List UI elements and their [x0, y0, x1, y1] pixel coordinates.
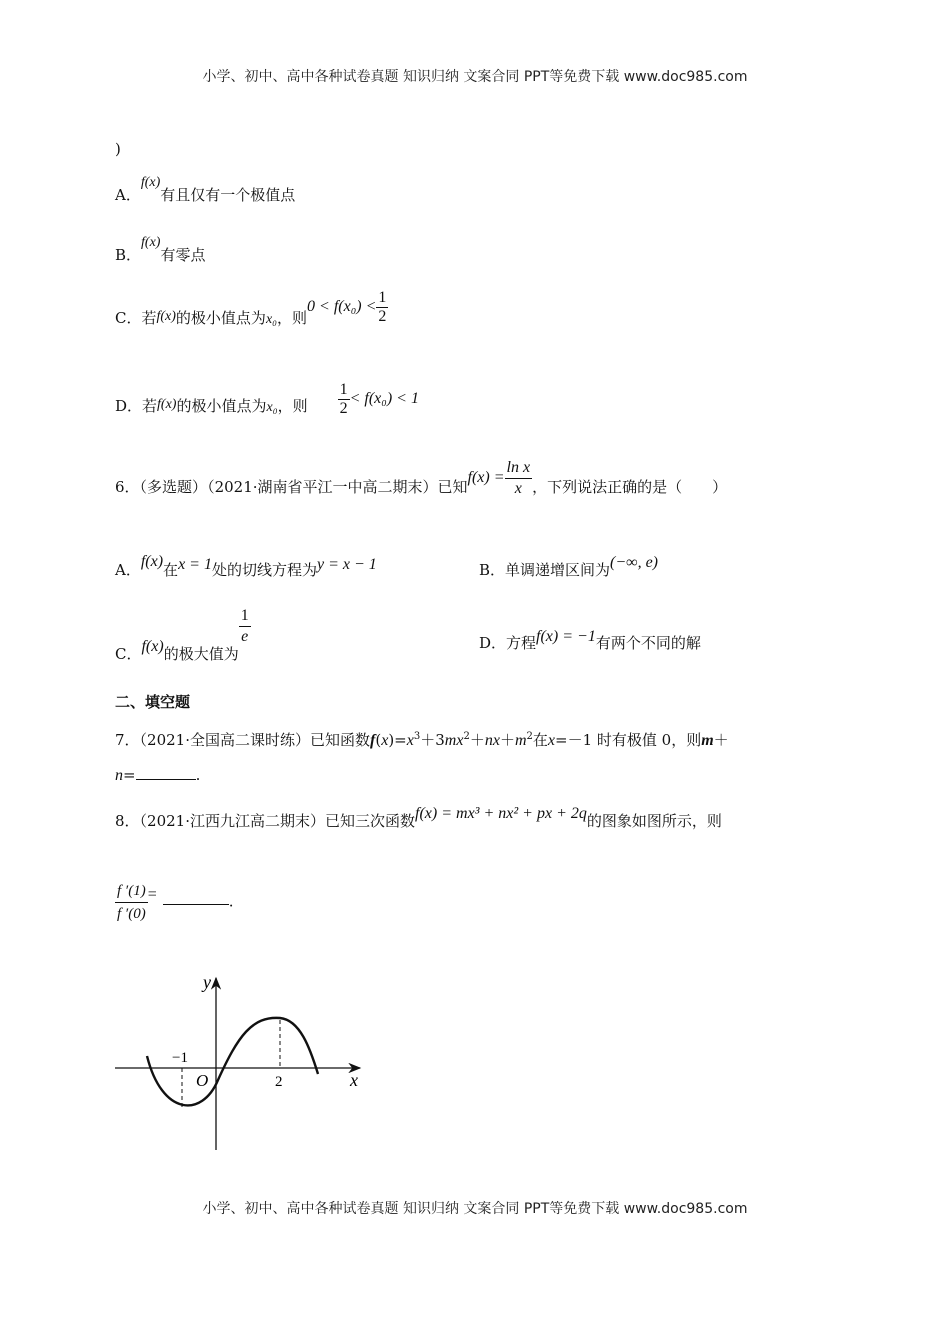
q7-t1: 已知函数	[310, 731, 371, 749]
q7-t5: ＋	[469, 731, 485, 749]
q7-t8: =－1 时有极值 0，则	[555, 731, 702, 749]
q6-a-m1: x = 1	[178, 556, 212, 573]
q5-b-fx: f(x)	[141, 235, 161, 250]
q7-source: （2021·全国高二课时练）	[139, 731, 310, 749]
q5-a-text: 有且仅有一个极值点	[160, 186, 296, 204]
q7-m: m	[444, 732, 457, 749]
q5-c-fx: f(x)	[156, 309, 176, 324]
q6-b-label: B．单调递增区间为	[479, 561, 611, 579]
q6-stem	[115, 458, 728, 512]
q5-d-label: D．若	[115, 397, 158, 415]
q5-option-a	[115, 175, 296, 206]
q7-t9: ＋	[713, 731, 729, 749]
q7-mm: m	[701, 732, 714, 749]
origin-label: O	[196, 1071, 209, 1090]
q6-b-m1: (−∞, e)	[610, 554, 658, 571]
q6-option-c	[115, 606, 251, 663]
q6-c-fx: f(x)	[141, 637, 164, 655]
q7-t6: ＋	[499, 731, 515, 749]
q6-num: ln x	[505, 458, 533, 479]
q7-x2: x	[456, 732, 464, 749]
q6-option-a	[115, 553, 377, 580]
q6-option-d	[479, 628, 701, 653]
x-label: x	[350, 1070, 358, 1090]
page-header: 小学、初中、高中各种试卷真题 知识归纳 文案合同 PPT等免费下载 www.doc985.com	[202, 69, 748, 85]
section-title: 二、填空题	[115, 693, 191, 711]
q7-m2: m	[514, 732, 527, 749]
q6-a-m2: y = x − 1	[316, 556, 377, 573]
q7-line2	[115, 766, 200, 785]
q8-t2: 的图象如图所示，则	[586, 812, 722, 830]
q7-p3: 3	[413, 731, 421, 742]
q7-t3: )=	[388, 731, 407, 749]
q5-a-label: A．	[115, 186, 141, 204]
q5-d-x0: x₀	[266, 400, 278, 415]
q5-option-b	[115, 235, 206, 266]
q6-known: 已知	[437, 478, 468, 496]
q5-option-d	[115, 380, 419, 428]
q5-d-den: 2	[339, 399, 348, 417]
q7-answer-blank[interactable]	[136, 779, 196, 780]
q6-tag: （多选题）	[139, 478, 208, 496]
q5-option-c	[115, 288, 388, 340]
q8-expr: f(x) = mx³ + nx² + px + 2q	[415, 805, 587, 822]
q6-fx: f(x) =	[467, 469, 505, 486]
q7-number: 7．	[115, 731, 140, 749]
q7-xv: x	[547, 732, 556, 749]
q7-x1: x	[492, 732, 500, 749]
q8-num: f ′(1)	[115, 880, 148, 903]
q6-d-label: D．方程	[479, 634, 537, 652]
q6-den: x	[514, 479, 522, 497]
q7-n: n	[484, 732, 493, 749]
page-footer: 小学、初中、高中各种试卷真题 知识归纳 文案合同 PPT等免费下载 www.doc985.com	[202, 1201, 748, 1217]
q6-c-num: 1	[239, 606, 251, 627]
q8-fraction-line	[115, 880, 234, 930]
q7-end: .	[195, 766, 201, 784]
q5-c-den: 2	[378, 307, 387, 325]
q6-d-m1: f(x) = −1	[536, 628, 596, 645]
q7-x3: x	[406, 732, 414, 749]
q8-answer-blank[interactable]	[163, 904, 229, 905]
q5-d-then: ，则	[277, 397, 308, 415]
q6-stem-text: ，下列说法正确的是（ ）	[532, 478, 728, 496]
q8-line1	[115, 805, 722, 831]
q7-x: x	[381, 732, 389, 749]
q7-f: f	[370, 732, 376, 749]
tick-2: 2	[275, 1074, 283, 1090]
q6-source: （2021·湖南省平江一中高二期末）	[207, 478, 438, 496]
cubic-graph	[110, 968, 380, 1158]
q8-t1: 已知三次函数	[325, 812, 416, 830]
q6-number: 6．	[115, 478, 140, 496]
q5-c-num: 1	[378, 288, 387, 306]
q6-a-fx: f(x)	[140, 553, 164, 570]
q6-c-t1: 的极大值为	[163, 644, 239, 663]
q6-option-b	[479, 554, 658, 580]
q6-c-den: e	[241, 628, 249, 645]
q5-d-num: 1	[339, 380, 348, 398]
q7-p22: 2	[526, 731, 533, 742]
q8-eq: =	[147, 885, 157, 903]
q5-c-then: ，则	[277, 309, 308, 327]
q5-d-mid: 的极小值点为	[176, 397, 267, 415]
q6-a-label: A．	[115, 561, 141, 579]
q7-t7: 在	[532, 731, 548, 749]
q5-tail: )	[115, 140, 121, 158]
q5-b-text: 有零点	[160, 246, 206, 264]
q6-a-t2: 处的切线方程为	[211, 561, 317, 579]
q7-t4: ＋3	[420, 731, 445, 749]
y-label: y	[203, 972, 211, 992]
q5-c-expr: 0 < f(x₀) <	[307, 298, 377, 315]
q7-line1	[115, 728, 729, 750]
q6-d-t1: 有两个不同的解	[595, 634, 701, 652]
q7-p2: 2	[463, 731, 470, 742]
q5-d-expr: < f(x₀) < 1	[349, 390, 419, 407]
q8-source: （2021·江西九江高二期末）	[139, 812, 325, 830]
q8-number: 8．	[115, 812, 140, 830]
tick-neg-1: −1	[172, 1050, 188, 1066]
q5-a-fx: f(x)	[140, 175, 161, 190]
q5-b-label: B．	[115, 246, 142, 264]
q8-end: .	[228, 892, 234, 911]
q8-den: f ′(0)	[117, 906, 146, 922]
q7-t2: (	[375, 731, 382, 749]
q7-nn: n	[115, 767, 123, 784]
q5-d-fx: f(x)	[157, 397, 177, 412]
q6-a-t1: 在	[163, 561, 179, 579]
q6-c-label: C．	[115, 644, 142, 663]
q5-c-x0: x₀	[265, 312, 278, 327]
q7-t10: =	[123, 766, 136, 784]
q5-c-label: C．若	[115, 309, 157, 327]
q5-c-mid: 的极小值点为	[175, 309, 266, 327]
